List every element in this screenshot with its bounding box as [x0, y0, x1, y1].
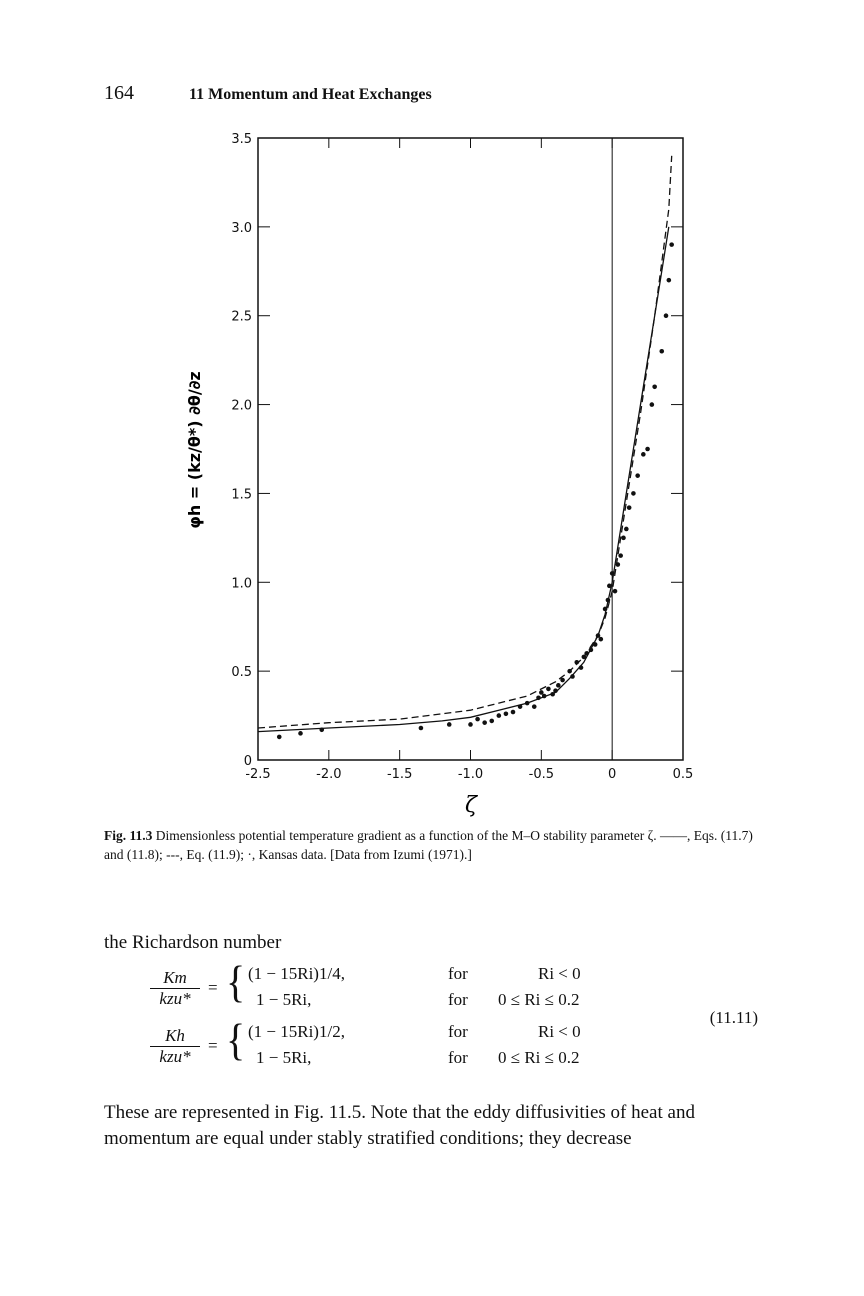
data-point — [593, 642, 598, 647]
x-tick-label: -1.5 — [386, 767, 413, 782]
chapter-title: 11 Momentum and Heat Exchanges — [189, 86, 432, 103]
paragraph-main: These are represented in Fig. 11.5. Note that the eddy diffusivities of heat and momentum are equal under stably stratified conditions; they decrease — [104, 1102, 695, 1149]
data-point — [667, 278, 672, 283]
data-point — [542, 694, 547, 699]
data-point — [669, 242, 674, 247]
data-point — [475, 717, 480, 722]
data-point — [659, 349, 664, 354]
data-point — [607, 584, 612, 589]
figure-caption — [104, 826, 764, 864]
x-axis-label: ζ — [465, 793, 477, 818]
data-point — [618, 553, 623, 558]
data-point — [546, 687, 551, 692]
eq-row-1: (1 − 15Ri)1/4, — [248, 964, 345, 983]
y-tick-label: 3.5 — [231, 132, 252, 147]
plot-border — [258, 138, 683, 760]
data-point — [298, 731, 303, 736]
x-tick-label: -2.0 — [316, 767, 342, 782]
data-point — [610, 571, 615, 576]
data-point — [536, 696, 541, 701]
y-tick-label: 2.0 — [231, 398, 252, 414]
data-point — [419, 726, 424, 731]
y-tick-label: 1.5 — [231, 487, 252, 503]
data-point — [589, 648, 594, 653]
x-tick-label: -0.5 — [528, 767, 555, 782]
page-number: 164 — [104, 82, 134, 104]
data-point — [556, 683, 561, 688]
data-point — [664, 313, 669, 318]
data-point — [584, 651, 589, 656]
series-line-eq-11-9 — [258, 156, 672, 728]
data-point — [567, 669, 572, 674]
data-point — [560, 678, 565, 683]
caption-label: Fig. 11.3 — [104, 828, 153, 843]
data-point — [447, 722, 452, 727]
eq-row-4: 1 − 5Ri, — [256, 1048, 312, 1067]
x-tick-label: 0 — [608, 767, 617, 782]
data-point — [641, 452, 646, 457]
fraction-km: Km kzu* — [150, 968, 200, 1009]
x-tick-label: -1.0 — [457, 767, 484, 782]
y-tick-label: 0 — [243, 754, 252, 769]
x-tick-label: -2.5 — [245, 767, 271, 782]
data-point — [525, 701, 530, 706]
y-axis-label: φh = (kz/θ*) ∂θ/∂z — [185, 371, 204, 529]
y-tick-label: 3.0 — [231, 220, 252, 236]
caption-text: Dimensionless potential temperature gradient as a function of the M–O stability parameter ζ. ——, Eqs. (11.7) and (11.8); ---, Eq. (11.9); ·, Kansas data. [Data from Izumi (1971).] — [104, 828, 753, 862]
data-point — [468, 722, 473, 727]
eq-row-2: 1 − 5Ri, — [256, 990, 312, 1009]
data-point — [511, 710, 516, 715]
eq-row-3: (1 − 15Ri)1/2, — [248, 1022, 345, 1041]
data-point — [553, 688, 558, 693]
data-point — [650, 402, 655, 407]
data-point — [482, 720, 487, 725]
fraction-kh: Kh kzu* — [150, 1026, 200, 1067]
data-point — [277, 735, 282, 740]
equation-number: (11.11) — [709, 1008, 758, 1027]
data-point — [532, 704, 537, 709]
y-tick-label: 2.5 — [231, 309, 252, 325]
data-point — [504, 711, 509, 716]
data-point — [497, 713, 502, 718]
data-point — [489, 719, 494, 724]
data-point — [570, 674, 575, 679]
data-point — [579, 665, 584, 670]
paragraph-intro: the Richardson number — [104, 932, 282, 953]
data-point — [627, 505, 632, 510]
y-tick-label: 1.0 — [231, 576, 252, 592]
data-point — [603, 607, 608, 612]
data-point — [518, 704, 523, 709]
series-line-eq-11-7-11-8 — [258, 227, 669, 732]
data-point — [319, 727, 324, 732]
data-point — [635, 473, 640, 478]
data-point — [652, 385, 657, 390]
data-point — [645, 447, 650, 452]
equation-11-11: Km kzu* = { (1 − 15Ri)1/4, 1 − 5Ri, for for Ri < 0 0 ≤ Ri ≤ 0.2 Kh kzu* = { (1 − 15Ri)1/2, 1 − 5Ri, for for Ri < 0 0 ≤ Ri ≤ 0.2 (11.11) — [108, 960, 768, 1080]
x-tick-label: 0.5 — [672, 767, 694, 782]
data-point — [616, 562, 621, 567]
cond-neg: Ri < 0 — [538, 964, 581, 983]
cond-pos: 0 ≤ Ri ≤ 0.2 — [498, 990, 580, 1009]
data-point — [631, 491, 636, 496]
data-point — [599, 637, 604, 642]
y-tick-label: 0.5 — [231, 665, 252, 681]
data-point — [624, 527, 629, 532]
data-point — [574, 660, 579, 665]
data-point — [613, 589, 618, 594]
data-point — [621, 536, 626, 541]
data-point — [606, 598, 611, 603]
